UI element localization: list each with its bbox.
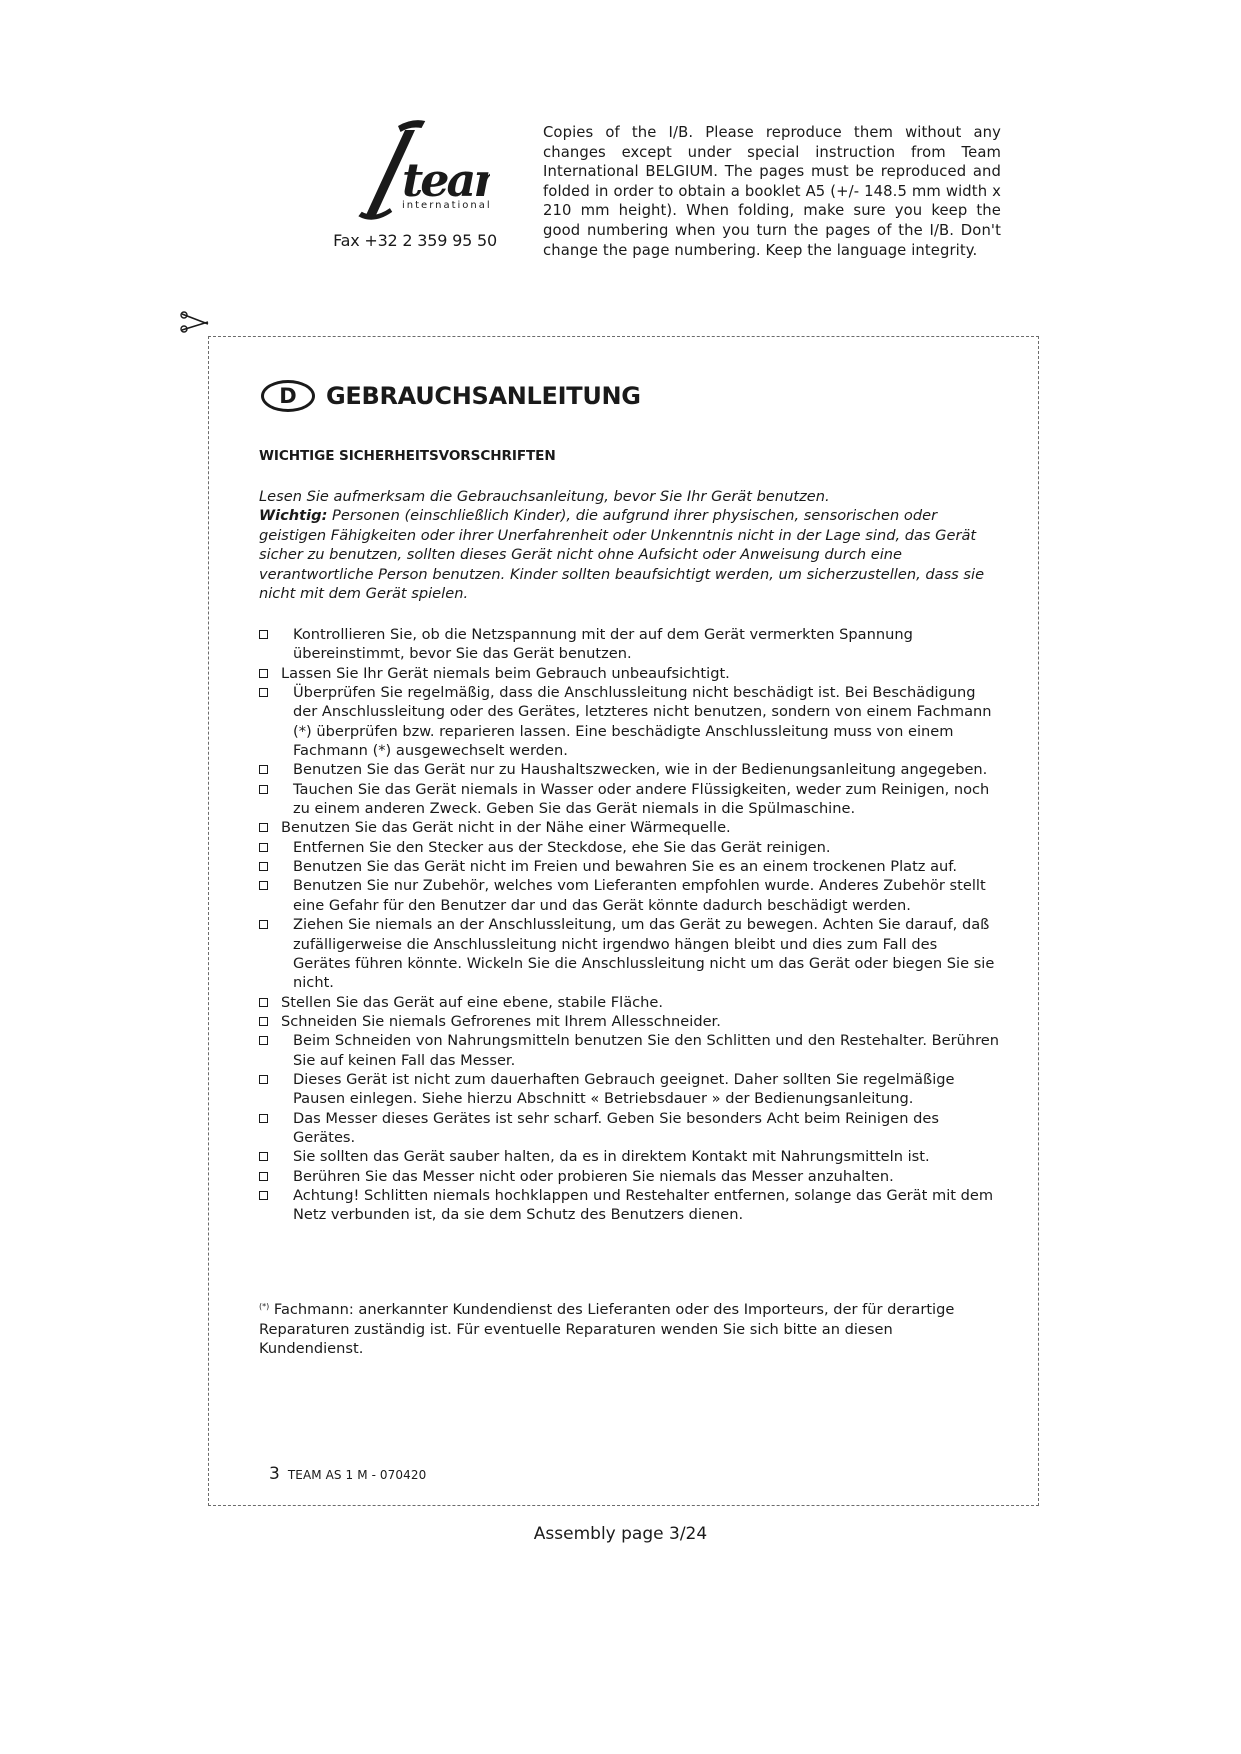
checkbox-bullet-icon (259, 1172, 268, 1181)
list-item (259, 683, 999, 760)
svg-text:international: international (402, 200, 490, 211)
team-international-logo (340, 118, 490, 230)
list-item-text: Stellen Sie das Gerät auf eine ebene, stabile Fläche. (281, 993, 664, 1011)
list-item-text: Berühren Sie das Messer nicht oder probieren Sie niemals das Messer anzuhalten. (293, 1167, 894, 1185)
svg-text:team: tea (402, 153, 474, 207)
list-item-text: Lassen Sie Ihr Gerät niemals beim Gebrauch unbeaufsichtigt. (281, 664, 730, 682)
page-number: 3 (269, 1464, 280, 1484)
booklet-page (208, 336, 1039, 1506)
assembly-page-label: Assembly page 3/24 (533, 1524, 708, 1544)
safety-intro (259, 487, 999, 603)
checkbox-bullet-icon (259, 1152, 268, 1161)
safety-instructions-list (259, 625, 999, 1225)
checkbox-bullet-icon (259, 843, 268, 852)
checkbox-bullet-icon (259, 1191, 268, 1200)
fax-number: Fax +32 2 359 95 50 (333, 231, 497, 250)
model-code: TEAM AS 1 M - 070420 (287, 1468, 427, 1482)
list-item (259, 1012, 999, 1031)
language-heading (261, 377, 641, 415)
checkbox-bullet-icon (259, 765, 268, 774)
list-item-text: Dieses Gerät ist nicht zum dauerhaften Gebrauch geeignet. Daher sollten Sie regelmäßige Pausen einlegen. Siehe hierzu Abschnitt « Betriebsdauer » der Bedienungsanleitung. (293, 1070, 955, 1108)
list-item-text: Sie sollten das Gerät sauber halten, da es in direktem Kontakt mit Nahrungsmitteln ist. (293, 1148, 930, 1166)
list-item (259, 760, 999, 779)
list-item-text: Kontrollieren Sie, ob die Netzspannung mit der auf dem Gerät vermerkten Spannung übereinstimmt, bevor Sie das Gerät benutzen. (293, 626, 913, 663)
list-item-text: Benutzen Sie nur Zubehör, welches vom Lieferanten empfohlen wurde. Anderes Zubehör stellt eine Gefahr für den Benutzer dar und das Gerät könnte dadurch beschädigt werden. (293, 877, 986, 914)
list-item (259, 625, 999, 664)
checkbox-bullet-icon (259, 1075, 268, 1084)
list-item (259, 838, 999, 857)
checkbox-bullet-icon (259, 669, 268, 678)
footnote (259, 1297, 999, 1359)
list-item-text: Benutzen Sie das Gerät nur zu Haushaltszwecken, wie in der Bedienungsanleitung angegeben. (293, 761, 988, 779)
checkbox-bullet-icon (259, 785, 268, 794)
checkbox-bullet-icon (259, 630, 268, 639)
list-item (259, 1186, 999, 1225)
reproduction-instructions: Copies of the I/B. Please reproduce them without any changes except under special instruction from Team International BELGIUM. The pages must be reproduced and folded in order to obtain a booklet A5 (+/- 148.5 mm width x 210 mm height). When folding, make sure you keep the good numbering when you turn the pages of the I/B. Don't change the page numbering. Keep the language integrity. (543, 124, 1001, 259)
list-item-text: Tauchen Sie das Gerät niemals in Wasser oder andere Flüssigkeiten, weder zum Reinigen, noch zu einem anderen Zweck. Geben Sie das Gerät niemals in die Spülmaschine. (293, 780, 990, 818)
list-item-text: Achtung! Schlitten niemals hochklappen und Restehalter entfernen, solange das Gerät mit dem Netz verbunden ist, da sie dem Schutz des Benutzers dienen. (293, 1186, 994, 1224)
list-item-text: Beim Schneiden von Nahrungsmitteln benutzen Sie den Schlitten und den Restehalter. Berühren Sie auf keinen Fall das Messer. (293, 1032, 1000, 1069)
list-item (259, 876, 999, 915)
list-item (259, 857, 999, 876)
section-title: WICHTIGE SICHERHEITSVORSCHRIFTEN (259, 448, 556, 464)
checkbox-bullet-icon (259, 862, 268, 871)
checkbox-bullet-icon (259, 998, 268, 1007)
list-item-text: Überprüfen Sie regelmäßig, dass die Anschlussleitung nicht beschädigt ist. Bei Beschädigung der Anschlussleitung oder des Gerätes, letzteres nicht benutzen, sondern von einem Fachmann (*) überprüfen bzw. reparieren lassen. Eine beschädigte Anschlussleitung muss von einem Fachmann (*) ausgewechselt werden. (293, 684, 992, 760)
footnote-mark: (*) (259, 1302, 270, 1311)
checkbox-bullet-icon (259, 1036, 268, 1045)
intro-warning (259, 506, 999, 603)
checkbox-bullet-icon (259, 1114, 268, 1123)
checkbox-bullet-icon (259, 920, 268, 929)
list-item (259, 664, 999, 683)
list-item (259, 1031, 999, 1070)
list-item (259, 1109, 999, 1148)
list-item (259, 1147, 999, 1166)
intro-warning-label: Wichtig: (259, 507, 328, 525)
checkbox-bullet-icon (259, 881, 268, 890)
list-item-text: Entfernen Sie den Stecker aus der Steckdose, ehe Sie das Gerät reinigen. (293, 838, 831, 856)
list-item-text: Ziehen Sie niemals an der Anschlussleitung, um das Gerät zu bewegen. Achten Sie darauf, daß zufälligerweise die Anschlussleitung nicht irgendwo hängen bleibt und dies zum Fall des Gerätes führen könnte. Wickeln Sie die Anschlussleitung nicht um das Gerät oder biegen Sie sie nicht. (293, 916, 995, 992)
intro-line: Lesen Sie aufmerksam die Gebrauchsanleitung, bevor Sie Ihr Gerät benutzen. (259, 488, 830, 505)
page-title: GEBRAUCHSANLEITUNG (326, 382, 641, 410)
list-item-text: Schneiden Sie niemals Gefrorenes mit Ihrem Allesschneider. (281, 1012, 721, 1030)
list-item-text: Benutzen Sie das Gerät nicht in der Nähe einer Wärmequelle. (281, 819, 731, 837)
list-item (259, 993, 999, 1012)
list-item-text: Das Messer dieses Gerätes ist sehr scharf. Geben Sie besonders Acht beim Reinigen des Gerätes. (293, 1109, 939, 1146)
page-footer (269, 1464, 426, 1484)
list-item (259, 915, 999, 992)
list-item (259, 818, 999, 837)
scissors-icon (180, 311, 210, 333)
list-item (259, 1167, 999, 1186)
language-badge: D (261, 380, 315, 412)
checkbox-bullet-icon (259, 823, 268, 832)
intro-warning-text: Personen (einschließlich Kinder), die aufgrund ihrer physischen, sensorischen oder geistigen Fähigkeiten oder ihrer Unerfahrenheit oder Unkenntnis nicht in der Lage sind, das Gerät sicher zu benutzen, sollten dieses Gerät nicht ohne Aufsicht oder Anweisung durch eine verantwortliche Person benutzen. Kinder sollten beaufsichtigt werden, um sicherzustellen, dass sie nicht mit dem Gerät spielen. (259, 507, 985, 603)
footnote-text: Fachmann: anerkannter Kundendienst des Lieferanten oder des Importeurs, der für derartige Reparaturen zuständig ist. Für eventuelle Reparaturen wenden Sie sich bitte an diesen Kundendienst. (259, 1301, 955, 1358)
list-item-text: Benutzen Sie das Gerät nicht im Freien und bewahren Sie es an einem trockenen Platz auf. (293, 858, 957, 876)
list-item (259, 1070, 999, 1109)
checkbox-bullet-icon (259, 688, 268, 697)
checkbox-bullet-icon (259, 1017, 268, 1026)
list-item (259, 780, 999, 819)
